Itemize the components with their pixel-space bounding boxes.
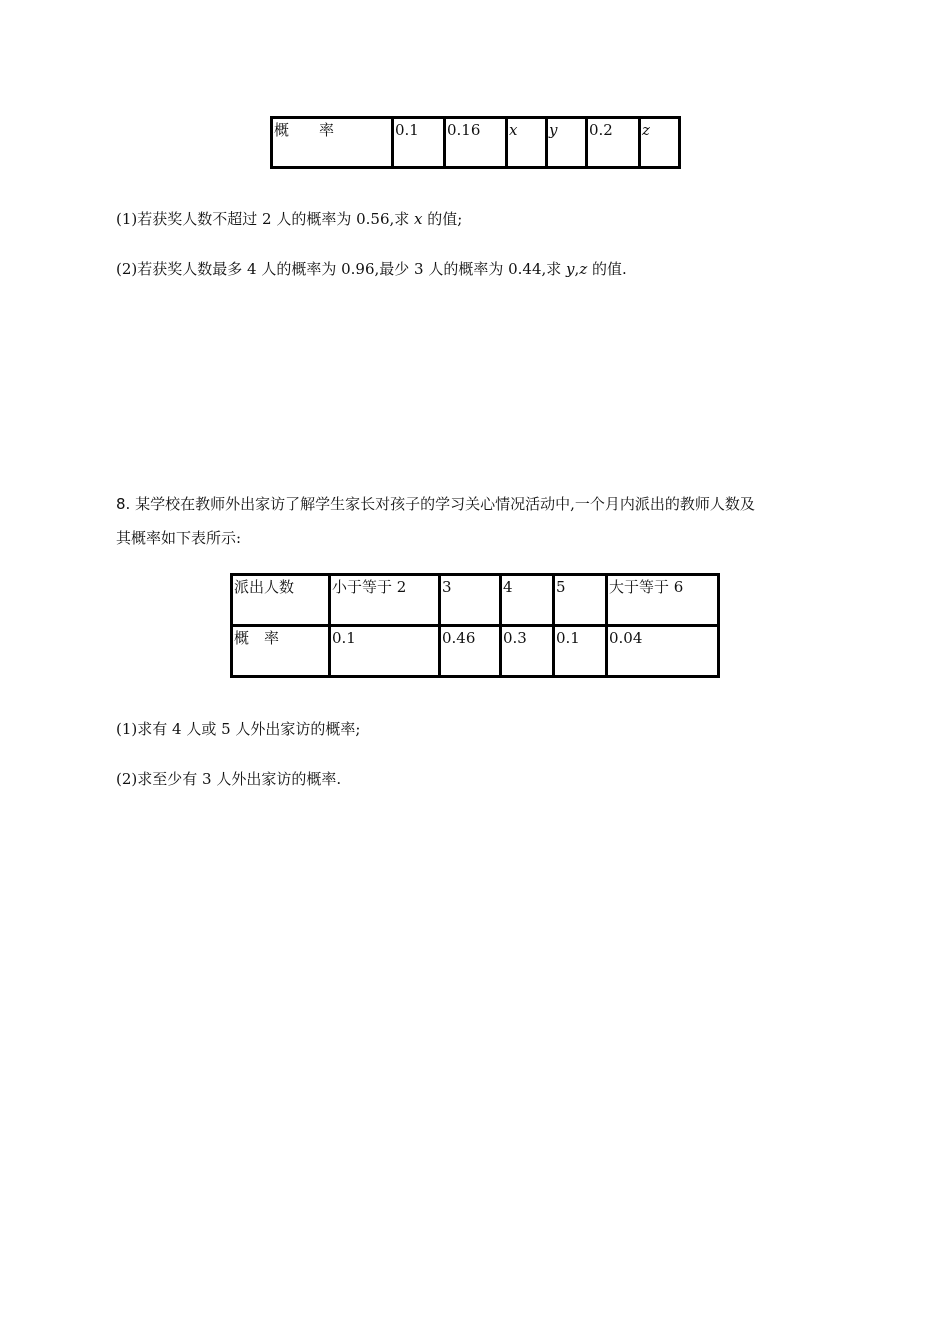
header-cell: 大于等于 6 bbox=[607, 575, 719, 626]
table-cell: y bbox=[547, 118, 587, 168]
q7-part2 bbox=[116, 258, 627, 280]
q7-part1 bbox=[116, 208, 462, 230]
table-cell: 0.2 bbox=[587, 118, 640, 168]
q7-part1-suffix: 的值; bbox=[422, 210, 463, 228]
header-cell: 5 bbox=[554, 575, 607, 626]
probability-table-q8 bbox=[230, 573, 720, 678]
row-label: 概 率 bbox=[232, 626, 330, 677]
variable-x: x bbox=[414, 210, 423, 228]
q8-stem-line2: 其概率如下表所示: bbox=[116, 529, 242, 547]
header-cell: 3 bbox=[440, 575, 501, 626]
table-cell: 0.46 bbox=[440, 626, 501, 677]
table-row bbox=[232, 626, 719, 677]
header-cell: 4 bbox=[501, 575, 554, 626]
table-cell: 0.1 bbox=[393, 118, 445, 168]
separator: , bbox=[574, 260, 580, 278]
q7-part2-suffix: 的值. bbox=[587, 260, 627, 278]
table-header-row bbox=[232, 575, 719, 626]
table-cell: 0.04 bbox=[607, 626, 719, 677]
probability-table-q7 bbox=[270, 116, 681, 169]
q8-stem-text: 某学校在教师外出家访了解学生家长对孩子的学习关心情况活动中,一个月内派出的教师人数及 bbox=[130, 495, 755, 513]
q7-part1-text: (1)若获奖人数不超过 2 人的概率为 0.56,求 bbox=[116, 210, 415, 228]
header-cell: 小于等于 2 bbox=[330, 575, 440, 626]
q8-part2: (2)求至少有 3 人外出家访的概率. bbox=[116, 770, 342, 788]
table-cell: 0.1 bbox=[330, 626, 440, 677]
table-cell: z bbox=[640, 118, 680, 168]
table-cell: 0.3 bbox=[501, 626, 554, 677]
q8-part1: (1)求有 4 人或 5 人外出家访的概率; bbox=[116, 720, 361, 738]
table-cell: 0.1 bbox=[554, 626, 607, 677]
table-cell: x bbox=[507, 118, 547, 168]
header-cell: 派出人数 bbox=[232, 575, 330, 626]
q8-stem-line1 bbox=[116, 493, 755, 515]
table-cell: 0.16 bbox=[445, 118, 507, 168]
variable-z: z bbox=[579, 260, 588, 278]
question-number: 8. bbox=[116, 495, 131, 513]
variable-y: y bbox=[566, 260, 575, 278]
table-row bbox=[272, 118, 680, 168]
row-label: 概 率 bbox=[272, 118, 393, 168]
q7-part2-text: (2)若获奖人数最多 4 人的概率为 0.96,最少 3 人的概率为 0.44,求 bbox=[116, 260, 567, 278]
